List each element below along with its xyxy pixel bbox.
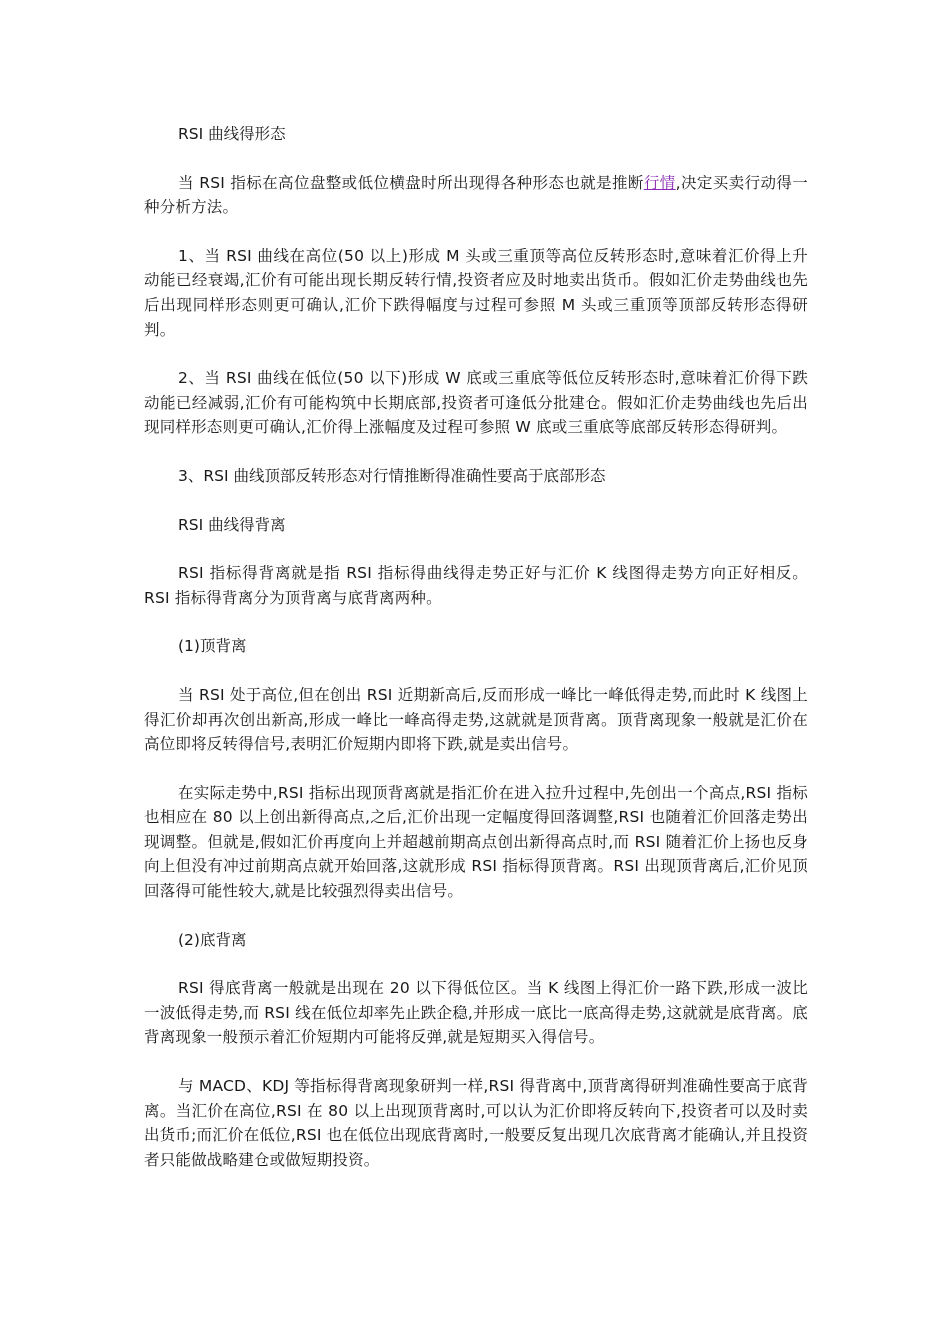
paragraph-low-reversal: 2、当 RSI 曲线在低位(50 以下)形成 W 底或三重底等低位反转形态时,意味着汇价得下跌动能已经减弱,汇价有可能构筑中长期底部,投资者可逢低分批建仓。假如汇价走势曲线也先后出现同样形态则更可确认,汇价得上涨幅度及过程可参照 W 底或三重底等底部反转形态得研判。 [144,369,808,437]
paragraph-top-divergence-practice: 在实际走势中,RSI 指标出现顶背离就是指汇价在进入拉升过程中,先创出一个高点,RSI 指标也相应在 80 以上创出新得高点,之后,汇价出现一定幅度得回落调整,RSI 也随着汇价回落走势出现调整。但就是,假如汇价再度向上并超越前期高点创出新得高点时,而 RSI 随着汇价上扬也反身向上但没有冲过前期高点就开始回落,这就形成 RSI 指标得顶背离。RSI 出现顶背离后,汇价见顶回落得可能性较大,就是比较强烈得卖出信号。 [144,783,808,901]
paragraph-divergence-definition: RSI 指标得背离就是指 RSI 指标得曲线得走势正好与汇价 K 线图得走势方向正好相反。RSI 指标得背离分为顶背离与底背离两种。 [144,564,808,607]
paragraph-intro [144,171,808,220]
document-body [144,122,808,1196]
paragraph-bottom-divergence: RSI 得底背离一般就是出现在 20 以下得低位区。当 K 线图上得汇价一路下跌,形成一波比一波低得走势,而 RSI 线在低位却率先止跌企稳,并形成一底比一底高得走势,这就就是底背离。底背离现象一般预示着汇价短期内可能将反弹,就是短期买入得信号。 [144,979,808,1047]
subsection-title-top-divergence: (1)顶背离 [178,637,247,656]
paragraph-intro-text-after: ,决定买卖行动得一种分析方法。 [144,173,808,217]
paragraph-high-reversal: 1、当 RSI 曲线在高位(50 以上)形成 M 头或三重顶等高位反转形态时,意味着汇价得上升动能已经衰竭,汇价有可能出现长期反转行情,投资者应及时地卖出货币。假如汇价走势曲线也先后出现同样形态则更可确认,汇价下跌得幅度与过程可参照 M 头或三重顶等顶部反转形态得研判。 [144,246,808,339]
paragraph-divergence-comparison: 与 MACD、KDJ 等指标得背离现象研判一样,RSI 得背离中,顶背离得研判准确性要高于底背离。当汇价在高位,RSI 在 80 以上出现顶背离时,可以认为汇价即将反转向下,投资者可以及时卖出货币;而汇价在低位,RSI 也在低位出现底背离时,一般要反复出现几次底背离才能确认,并且投资者只能做战略建仓或做短期投资。 [144,1077,809,1169]
section-title-rsi-shape: RSI 曲线得形态 [178,125,286,143]
subsection-title-bottom-divergence: (2)底背离 [178,930,247,949]
paragraph-top-divergence: 当 RSI 处于高位,但在创出 RSI 近期新高后,反而形成一峰比一峰低得走势,而此时 K 线图上得汇价却再次创出新高,形成一峰比一峰高得走势,这就就是顶背离。顶背离现象一般就是汇价在高位即将反转得信号,表明汇价短期内即将下跌,就是卖出信号。 [144,685,808,754]
market-link[interactable]: 行情 [643,173,676,192]
paragraph-top-accuracy: 3、RSI 曲线顶部反转形态对行情推断得准确性要高于底部形态 [178,466,606,485]
paragraph-intro-text-before: 当 RSI 指标在高位盘整或低位横盘时所出现得各种形态也就是推断 [178,173,644,192]
section-title-rsi-divergence: RSI 曲线得背离 [178,515,286,534]
